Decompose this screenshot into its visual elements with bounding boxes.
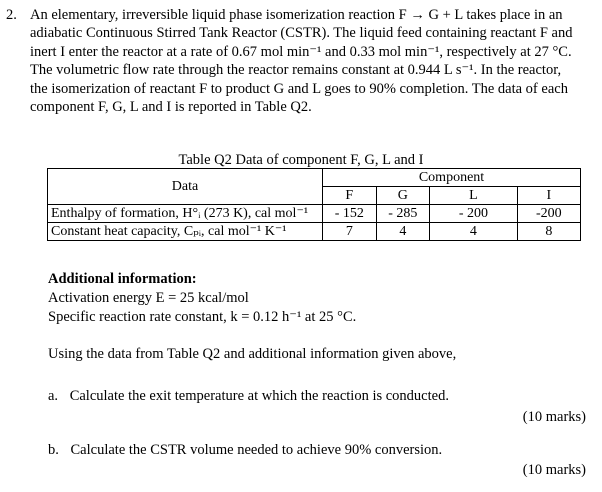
col-header-l: L [430,187,518,205]
question-paragraph [30,6,595,116]
table-cell: - 152 [323,205,377,223]
additional-info-heading: Additional information: [48,271,197,287]
table-cell: 4 [430,223,518,241]
rate-constant: Specific reaction rate constant, k = 0.12 h⁻¹ at 25 °C. [48,309,357,325]
part-a [48,387,449,405]
col-header-i: I [517,187,580,205]
table-cell: - 285 [376,205,430,223]
part-a-marks: (10 marks) [522,409,586,425]
paragraph-line: The volumetric flow rate through the reactor remains constant at 0.944 L s⁻¹. In the reactor, [30,62,562,79]
part-b [48,441,442,459]
table-cell: -200 [517,205,580,223]
paragraph-line: component F, G, L and I is reported in Table Q2. [30,99,312,116]
col-header-g: G [376,187,430,205]
col-header-f: F [323,187,377,205]
table-row [48,223,581,241]
activation-energy: Activation energy E = 25 kcal/mol [48,290,249,306]
table-cell: 8 [517,223,580,241]
part-b-text: Calculate the CSTR volume needed to achieve 90% conversion. [70,442,443,458]
paragraph-line: adiabatic Continuous Stirred Tank Reactor (CSTR). The liquid feed containing reactant F and [30,25,573,42]
header-data: Data [48,169,323,205]
table-header-row [48,169,581,187]
table-cell: 7 [323,223,377,241]
part-b-label: b. [48,442,59,458]
part-a-text: Calculate the exit temperature at which the reaction is conducted. [69,388,449,404]
table-caption: Table Q2 Data of component F, G, L and I [178,152,424,168]
part-a-label: a. [48,388,59,404]
row-label: Constant heat capacity, Cₚᵢ, cal mol⁻¹ K⁻¹ [48,223,323,241]
table-cell: - 200 [430,205,518,223]
table-cell: 4 [376,223,430,241]
paragraph-line: An elementary, irreversible liquid phase isomerization reaction F → G + L takes place in an [30,7,563,23]
row-label: Enthalpy of formation, H°ᵢ (273 K), cal mol⁻¹ [48,205,323,223]
component-data-table [47,168,581,241]
table-row [48,205,581,223]
paragraph-line: inert I enter the reactor at a rate of 0.67 mol min⁻¹ and 0.33 mol min⁻¹, respectively at 27 °C. [30,43,572,60]
header-component: Component [323,169,581,187]
part-b-marks: (10 marks) [522,462,586,478]
instruction-text: Using the data from Table Q2 and additional information given above, [48,346,457,362]
paragraph-line: the isomerization of reactant F to product G and L goes to 90% completion. The data of each [30,80,568,97]
question-number: 2. [6,7,17,23]
